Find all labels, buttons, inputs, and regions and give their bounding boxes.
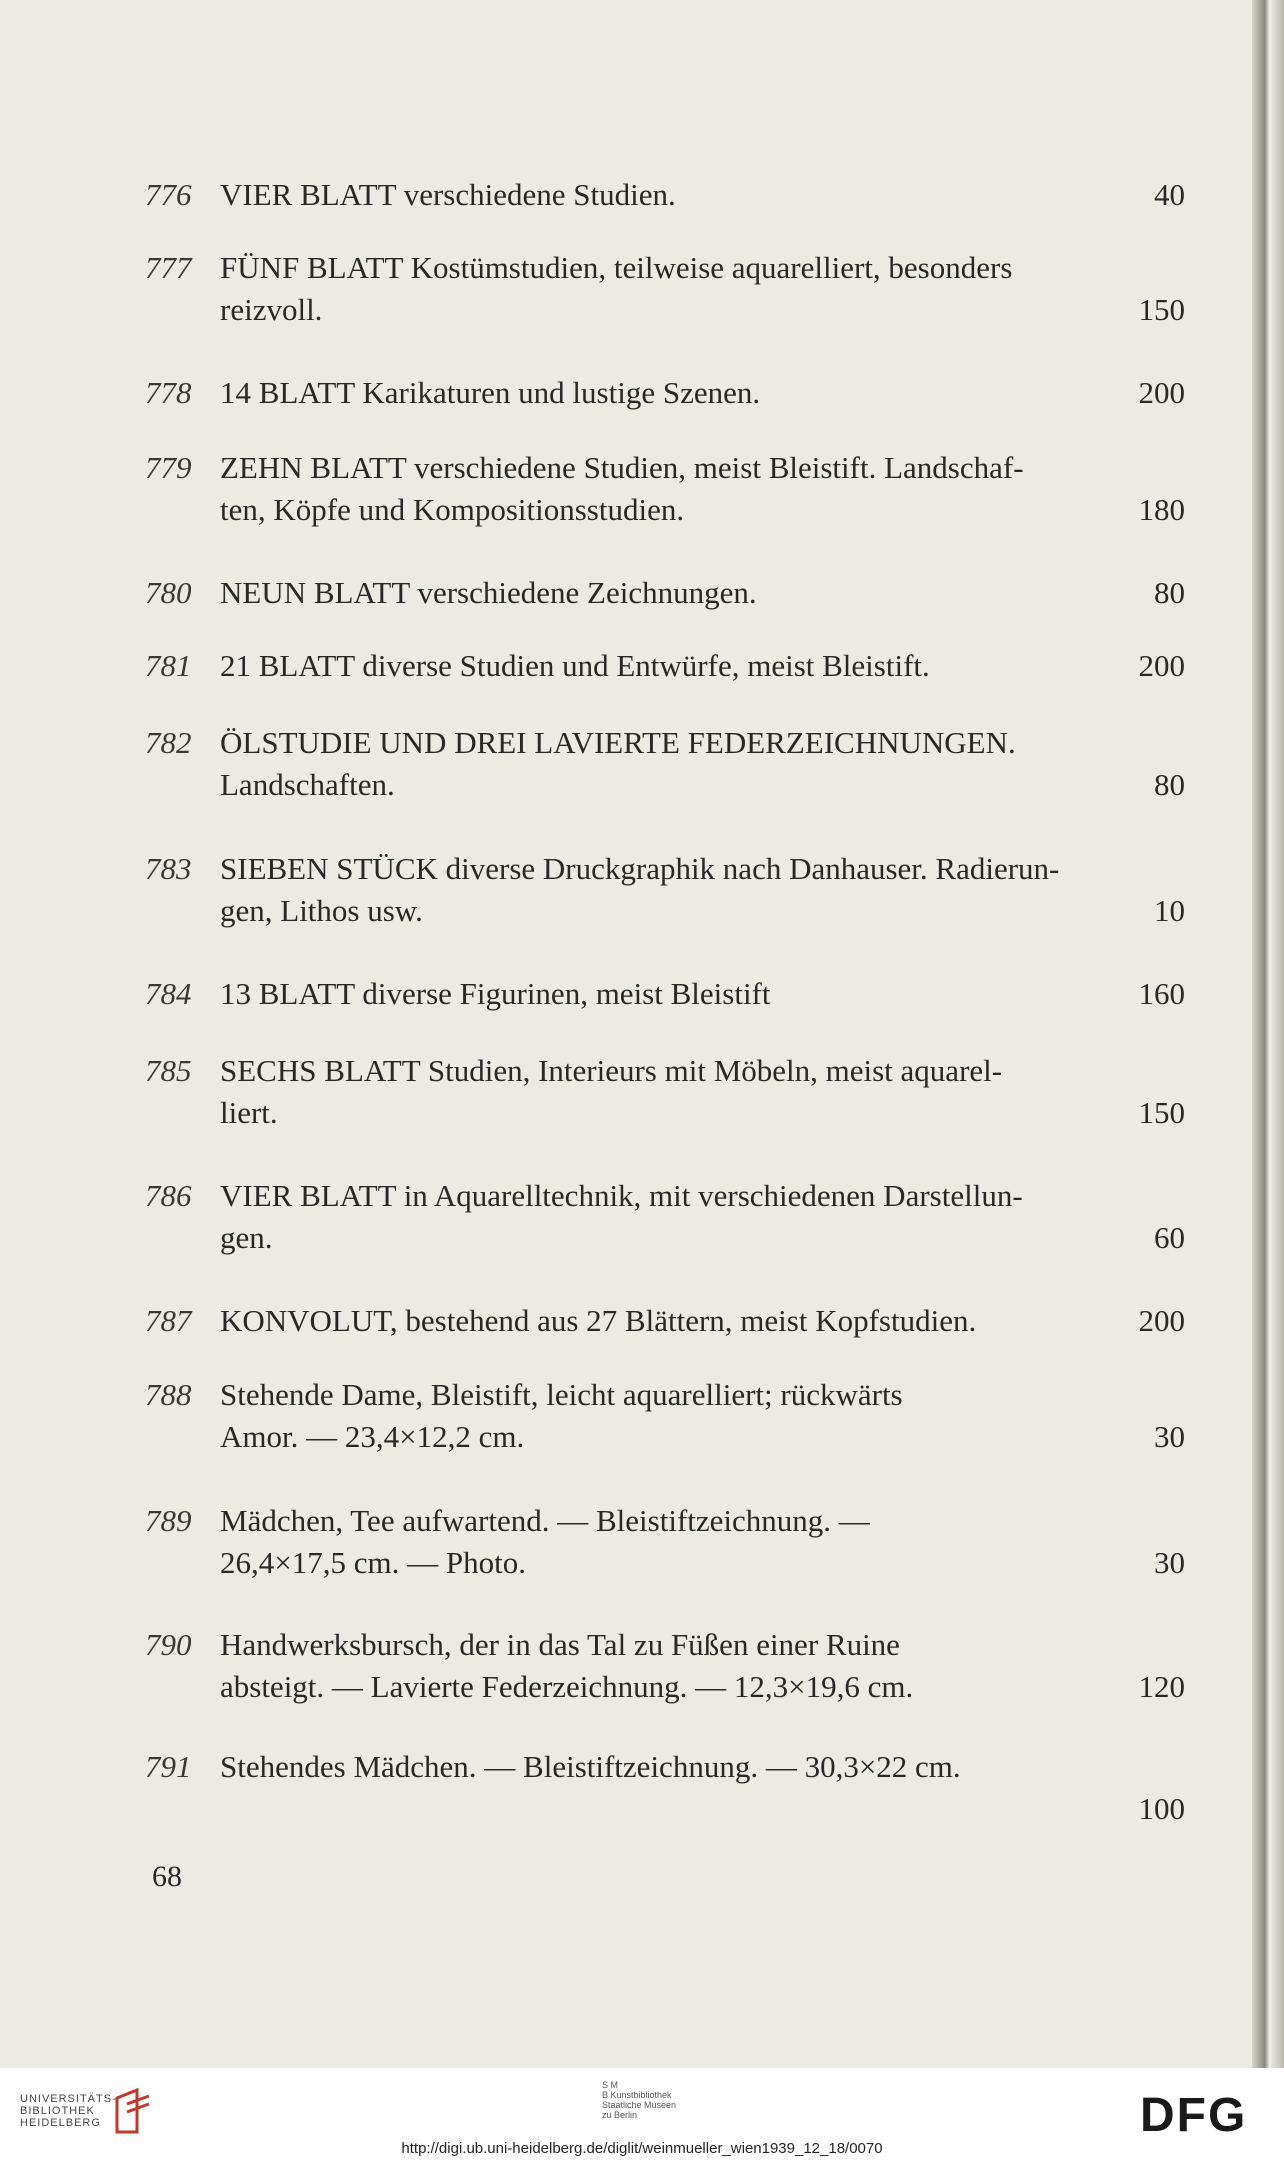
lot-description	[220, 645, 1185, 687]
lot-number: 781	[145, 648, 192, 683]
lot-description	[220, 1050, 1185, 1134]
museum-logo-line: S M	[602, 2080, 619, 2090]
description-line	[220, 1050, 1185, 1092]
description-text: 14 BLATT Karikaturen und lustige Szenen.	[220, 375, 761, 410]
lot-price: 10	[1154, 893, 1185, 928]
catalog-entry	[145, 645, 1185, 687]
lot-description	[220, 1500, 1185, 1584]
catalog-entry	[145, 572, 1185, 614]
description-line	[220, 572, 1185, 614]
description-line	[220, 645, 1185, 687]
description-line	[220, 489, 1185, 531]
description-text: liert.	[220, 1095, 278, 1130]
description-line	[220, 1746, 1185, 1788]
dfg-logo: DFG	[1140, 2089, 1248, 2142]
lot-number: 785	[145, 1053, 192, 1088]
lot-number: 779	[145, 450, 192, 485]
catalog-entry	[145, 174, 1185, 216]
lot-description	[220, 174, 1185, 216]
lot-number: 784	[145, 976, 192, 1011]
lot-description	[220, 722, 1185, 806]
description-text: SECHS BLATT Studien, Interieurs mit Möbeln, meist aquarel-	[220, 1053, 1003, 1088]
lot-price: 200	[1138, 648, 1185, 683]
description-text: 21 BLATT diverse Studien und Entwürfe, meist Bleistift.	[220, 648, 930, 683]
library-name-line: BIBLIOTHEK	[20, 2105, 95, 2117]
description-text: Handwerksbursch, der in das Tal zu Füßen einer Ruine	[220, 1627, 900, 1662]
description-line	[220, 1542, 1185, 1584]
lot-price: 80	[1154, 767, 1185, 802]
museum-logo-line: Staatliche Museen	[602, 2100, 677, 2110]
page-edge	[1252, 0, 1284, 2068]
lot-number: 787	[145, 1303, 192, 1338]
description-line	[220, 447, 1185, 489]
description-text: Stehendes Mädchen. — Bleistiftzeichnung. — 30,3×22 cm.	[220, 1749, 961, 1784]
lot-price: 100	[1138, 1791, 1185, 1826]
lot-price: 60	[1154, 1220, 1185, 1255]
description-text: 26,4×17,5 cm. — Photo.	[220, 1545, 526, 1580]
lot-price: 80	[1154, 575, 1185, 610]
description-line	[220, 973, 1185, 1015]
description-text: SIEBEN STÜCK diverse Druckgraphik nach Danhauser. Radierun-	[220, 851, 1060, 886]
lot-number: 786	[145, 1178, 192, 1213]
description-line	[220, 1624, 1185, 1666]
lot-price: 150	[1138, 292, 1185, 327]
lot-description	[220, 1175, 1185, 1259]
description-line	[220, 764, 1185, 806]
description-text: 13 BLATT diverse Figurinen, meist Bleistift	[220, 976, 771, 1011]
description-line	[220, 1374, 1185, 1416]
lot-price: 120	[1138, 1669, 1185, 1704]
museum-logo-line: B Kunstbibliothek	[602, 2090, 672, 2100]
lot-description	[220, 973, 1185, 1015]
description-line	[220, 1788, 1185, 1830]
museum-logo	[602, 2080, 676, 2120]
description-line	[220, 372, 1185, 414]
lot-description	[220, 848, 1185, 932]
lot-price: 30	[1154, 1419, 1185, 1454]
description-line	[220, 289, 1185, 331]
description-line	[220, 1416, 1185, 1458]
description-text: VIER BLATT verschiedene Studien.	[220, 177, 676, 212]
lot-description	[220, 1300, 1185, 1342]
description-line	[220, 1666, 1185, 1708]
description-text: VIER BLATT in Aquarelltechnik, mit verschiedenen Darstellun-	[220, 1178, 1023, 1213]
description-text: gen.	[220, 1220, 273, 1255]
description-line	[220, 1092, 1185, 1134]
catalog-entry	[145, 1746, 1185, 1830]
description-line	[220, 1217, 1185, 1259]
library-name	[20, 2093, 117, 2129]
description-line	[220, 890, 1185, 932]
lot-price: 180	[1138, 492, 1185, 527]
catalog-entry	[145, 1050, 1185, 1134]
description-text: reizvoll.	[220, 292, 323, 327]
lot-price: 30	[1154, 1545, 1185, 1580]
catalog-entry	[145, 1500, 1185, 1584]
description-line	[220, 848, 1185, 890]
description-text: NEUN BLATT verschiedene Zeichnungen.	[220, 575, 757, 610]
catalog-entry	[145, 247, 1185, 331]
description-text: Amor. — 23,4×12,2 cm.	[220, 1419, 525, 1454]
lot-number: 780	[145, 575, 192, 610]
lot-description	[220, 1374, 1185, 1458]
description-line	[220, 1500, 1185, 1542]
lot-number: 791	[145, 1749, 192, 1784]
lot-description	[220, 1746, 1185, 1830]
description-line	[220, 174, 1185, 216]
lot-price: 200	[1138, 375, 1185, 410]
lot-number: 778	[145, 375, 192, 410]
source-url-link[interactable]: http://digi.ub.uni-heidelberg.de/diglit/weinmueller_wien1939_12_18/0070	[401, 2140, 883, 2157]
description-text: FÜNF BLATT Kostümstudien, teilweise aquarelliert, besonders	[220, 250, 1013, 285]
description-text: gen, Lithos usw.	[220, 893, 423, 928]
description-text: ZEHN BLATT verschiedene Studien, meist Bleistift. Landschaf-	[220, 450, 1024, 485]
description-text: ÖLSTUDIE UND DREI LAVIERTE FEDERZEICHNUNGEN.	[220, 725, 1016, 760]
description-line	[220, 1175, 1185, 1217]
catalog-entry	[145, 372, 1185, 414]
lot-description	[220, 572, 1185, 614]
lot-price: 40	[1154, 177, 1185, 212]
library-name-line: HEIDELBERG	[20, 2117, 101, 2129]
description-text: Landschaften.	[220, 767, 395, 802]
lot-description	[220, 1624, 1185, 1708]
description-text: ten, Köpfe und Kompositionsstudien.	[220, 492, 685, 527]
library-logo-icon	[113, 2088, 157, 2136]
description-line	[220, 722, 1185, 764]
lot-price: 150	[1138, 1095, 1185, 1130]
catalog-entry	[145, 1300, 1185, 1342]
lot-number: 776	[145, 177, 192, 212]
catalog-entry	[145, 1374, 1185, 1458]
lot-description	[220, 372, 1185, 414]
description-text: Stehende Dame, Bleistift, leicht aquarelliert; rückwärts	[220, 1377, 903, 1412]
museum-logo-line: zu Berlin	[602, 2110, 638, 2120]
lot-description	[220, 247, 1185, 331]
catalog-entry	[145, 973, 1185, 1015]
library-name-line: UNIVERSITÄTS-	[20, 2093, 117, 2105]
page-number: 68	[152, 1860, 182, 1893]
lot-number: 789	[145, 1503, 192, 1538]
description-text: KONVOLUT, bestehend aus 27 Blättern, meist Kopfstudien.	[220, 1303, 977, 1338]
catalog-entry	[145, 722, 1185, 806]
lot-number: 790	[145, 1627, 192, 1662]
description-line	[220, 247, 1185, 289]
description-line	[220, 1300, 1185, 1342]
description-text: Mädchen, Tee aufwartend. — Bleistiftzeichnung. —	[220, 1503, 870, 1538]
catalog-entry	[145, 848, 1185, 932]
catalog-entry	[145, 1624, 1185, 1708]
description-text: absteigt. — Lavierte Federzeichnung. — 12,3×19,6 cm.	[220, 1669, 914, 1704]
catalog-entry	[145, 447, 1185, 531]
lot-number: 782	[145, 725, 192, 760]
lot-number: 783	[145, 851, 192, 886]
lot-price: 200	[1138, 1303, 1185, 1338]
catalog-entry	[145, 1175, 1185, 1259]
lot-number: 777	[145, 250, 192, 285]
lot-number: 788	[145, 1377, 192, 1412]
lot-description	[220, 447, 1185, 531]
lot-price: 160	[1138, 976, 1185, 1011]
